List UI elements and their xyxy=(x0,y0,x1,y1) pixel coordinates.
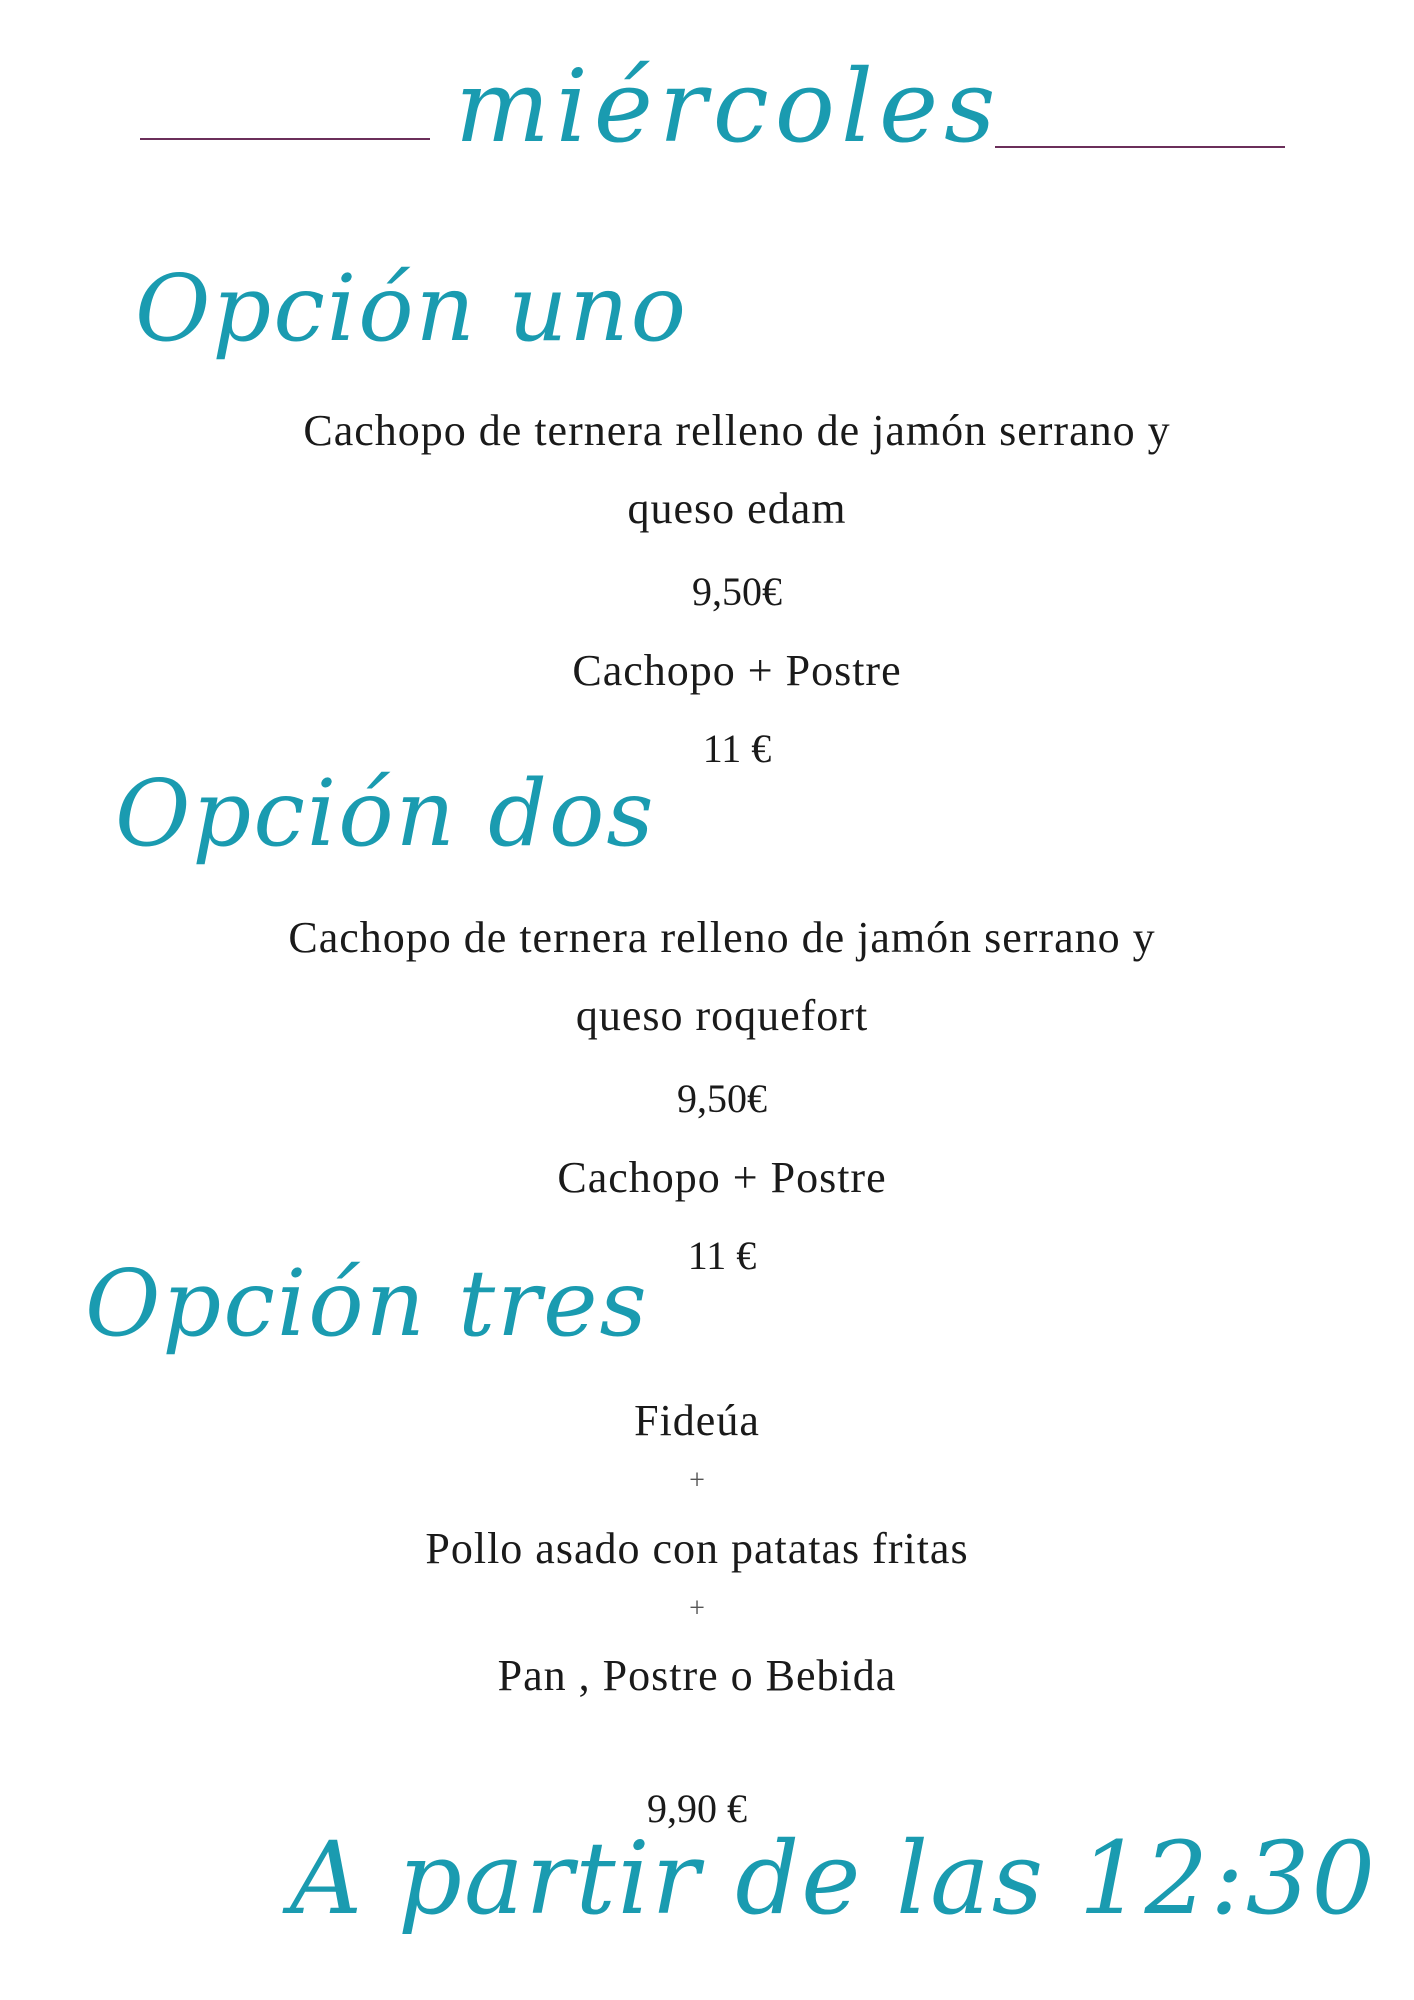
option-two-dish-line2: queso roquefort xyxy=(575,991,869,1040)
option-two-dish-line1: Cachopo de ternera relleno de jamón serrano y xyxy=(288,913,1156,962)
option-three-item-3: Pan , Postre o Bebida xyxy=(497,1651,897,1700)
option-one-dish-line1: Cachopo de ternera relleno de jamón serrano y xyxy=(303,406,1171,455)
option-two-price: 9,50€ xyxy=(677,1076,767,1121)
option-three-item-1: Fideúa xyxy=(634,1396,760,1445)
option-three-title: Opción tres xyxy=(85,1250,649,1357)
option-two-combo: Cachopo + Postre xyxy=(557,1153,887,1202)
option-three-plus-2: + xyxy=(689,1593,705,1624)
option-one-dish-line2: queso edam xyxy=(627,484,847,533)
option-one-combo: Cachopo + Postre xyxy=(572,646,902,695)
option-one-combo-price: 11 € xyxy=(702,726,772,771)
header-rule-right xyxy=(995,146,1285,148)
option-three-plus-1: + xyxy=(689,1465,705,1496)
option-one-price: 9,50€ xyxy=(692,569,782,614)
option-three-item-2: Pollo asado con patatas fritas xyxy=(425,1524,969,1573)
option-one-title: Opción uno xyxy=(135,255,689,362)
opening-time: A partir de las 12:30 xyxy=(290,1820,1378,1937)
option-two-combo-price: 11 € xyxy=(687,1233,757,1278)
day-title: miércoles xyxy=(455,48,1002,165)
option-two-title: Opción dos xyxy=(115,760,656,867)
header-rule-left xyxy=(140,138,430,140)
option-three-price: 9,90 € xyxy=(647,1786,747,1831)
